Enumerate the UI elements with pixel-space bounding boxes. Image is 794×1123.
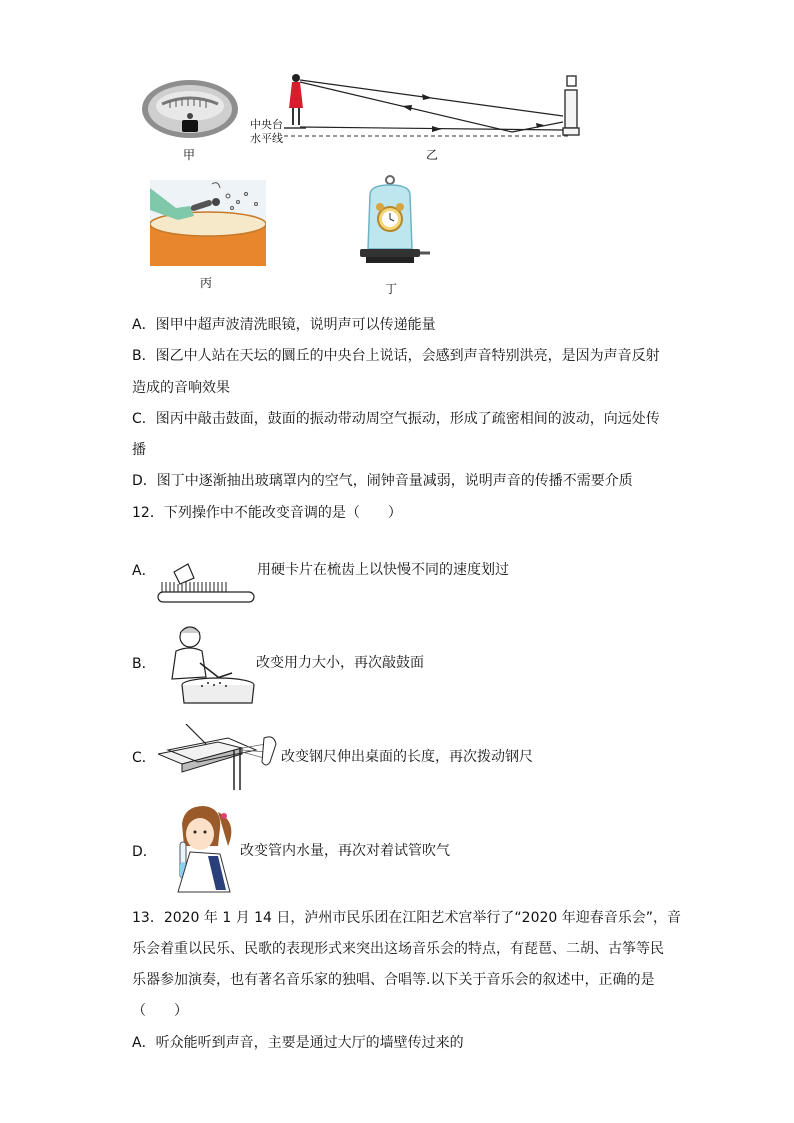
figure-jia-cleaner <box>140 78 240 140</box>
figure-yi-label-center: 中央台 <box>250 118 283 131</box>
q13-option-a: A．听众能听到声音，主要是通过大厅的墙壁传过来的 <box>132 1035 464 1051</box>
q13-line3: 乐器参加演奏，也有著名音乐家的独唱、合唱等.以下关于音乐会的叙述中，正确的是 <box>132 972 655 988</box>
q12-option-b-text: 改变用力大小，再次敲鼓面 <box>256 655 424 671</box>
q12-option-d-text: 改变管内水量，再次对着试管吹气 <box>240 843 450 859</box>
figure-yi-reflection <box>282 72 584 140</box>
figure-jia-caption: 甲 <box>183 148 196 162</box>
figure-yi-label-horizon: 水平线 <box>250 132 283 145</box>
girl-testtube-figure <box>160 802 240 894</box>
q13-line1: 13．2020 年 1 月 14 日，泸州市民乐团在江阳艺术宫举行了“2020 年迎春音乐会”，音 <box>132 910 681 926</box>
figure-ding-caption: 丁 <box>385 282 398 296</box>
q13-line2: 乐会着重以民乐、民歌的表现形式来突出这场音乐会的特点，有琵琶、二胡、古筝等民 <box>132 941 664 957</box>
q12-option-d-letter: D． <box>132 844 157 860</box>
figure-ding-belljar <box>356 175 432 269</box>
q11-option-b-line1: B．图乙中人站在天坛的圜丘的中央台上说话，会感到声音特别洪亮，是因为声音反射 <box>132 348 660 364</box>
q12-stem: 12．下列操作中不能改变音调的是（ ） <box>132 505 402 521</box>
q12-option-a-text: 用硬卡片在梳齿上以快慢不同的速度划过 <box>257 562 509 578</box>
ruler-desk-figure <box>158 724 282 790</box>
q13-line4: （ ） <box>132 1003 188 1019</box>
q11-option-c-line1: C．图丙中敲击鼓面，鼓面的振动带动周空气振动，形成了疏密相间的波动，向远处传 <box>132 411 660 427</box>
q12-option-c-letter: C． <box>132 750 156 766</box>
figure-yi-caption: 乙 <box>426 148 439 162</box>
q12-option-b-letter: B． <box>132 656 156 672</box>
q11-option-b-line2: 造成的音响效果 <box>132 380 230 396</box>
q12-option-a-letter: A． <box>132 563 156 579</box>
drummer-figure <box>156 623 256 705</box>
q11-option-a: A．图甲中超声波清洗眼镜，说明声可以传递能量 <box>132 317 436 333</box>
figure-bing-drum <box>150 180 266 266</box>
q11-option-c-line2: 播 <box>132 442 146 458</box>
q12-option-c-text: 改变钢尺伸出桌面的长度，再次拨动钢尺 <box>281 749 533 765</box>
figure-bing-caption: 丙 <box>200 276 213 290</box>
q11-option-d: D．图丁中逐渐抽出玻璃罩内的空气，闹钟音量减弱，说明声音的传播不需要介质 <box>132 473 633 489</box>
comb-card-figure <box>156 558 258 604</box>
